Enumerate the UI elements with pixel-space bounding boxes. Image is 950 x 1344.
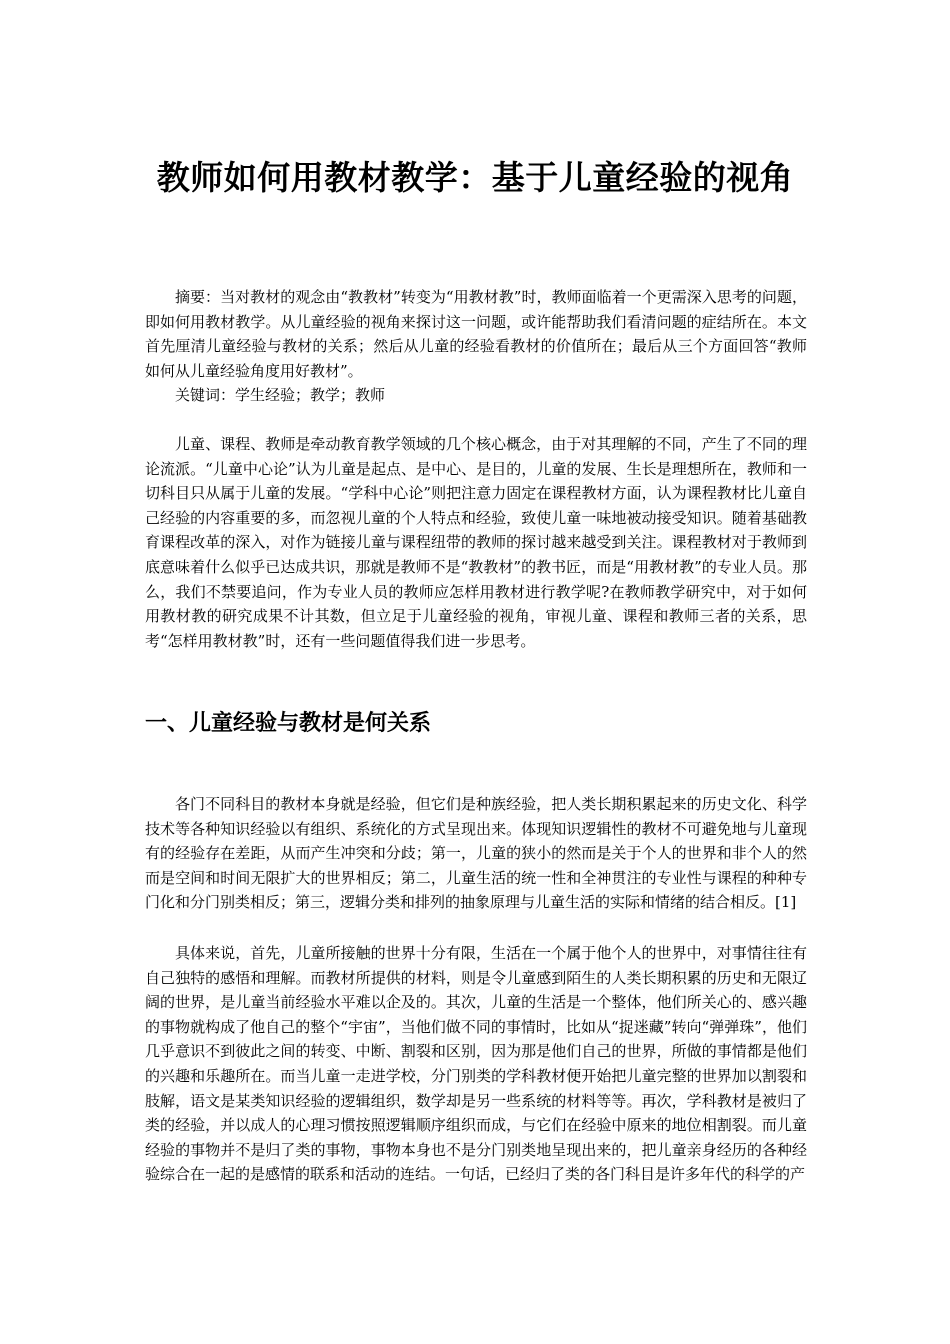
body-paragraph: 具体来说，首先，儿童所接触的世界十分有限，生活在一个属于他个人的世界中，对事情往往有自己独特的感悟和理解。而教材所提供的材料，则是令儿童感到陌生的人类长期积累的历史和无限辽阔的世界，是儿童当前经验水平难以企及的。其次，儿童的生活是一个整体，他们所关心的、感兴趣的事物就构成了他自己的整个“宇宙”，当他们做不同的事情时，比如从“捉迷藏”转向“弹弹珠”，他们几乎意识不到彼此之间的转变、中断、割裂和区别，因为那是他们自己的世界，所做的事情都是他们的兴趣和乐趣所在。而当儿童一走进学校，分门别类的学科教材便开始把儿童完整的世界加以割裂和肢解，语文是某类知识经验的逻辑组织，数学却是另一些系统的材料等等。再次，学科教材是被归了类的经验，并以成人的心理习惯按照逻辑顺序组织而成，与它们在经验中原来的地位相割裂。而儿童经验的事物并不是归了类的事物，事物本身也不是分门别类地呈现出来的，把儿童亲身经历的各种经验综合在一起的是感情的联系和活动的连结。一句话，已经归了类的各门科目是许多年代的科学的产 (145, 944, 807, 1184)
intro-paragraph: 儿童、课程、教师是牵动教育教学领域的几个核心概念，由于对其理解的不同，产生了不同的理论流派。“儿童中心论”认为儿童是起点、是中心、是目的，儿童的发展、生长是理想所在，教师和一切科目只从属于儿童的发展。“学科中心论”则把注意力固定在课程教材方面，认为课程教材比儿童自己经验的内容重要的多，而忽视儿童的个人特点和经验，致使儿童一味地被动接受知识。随着基础教育课程改革的深入，对作为链接儿童与课程纽带的教师的探讨越来越受到关注。课程教材对于教师到底意味着什么似乎已达成共识，那就是教师不是“教教材”的教书匠，而是“用教材教”的专业人员。那么，我们不禁要追问，作为专业人员的教师应怎样用教材进行教学呢?在教师教学研究中，对于如何用教材教的研究成果不计其数，但立足于儿童经验的视角，审视儿童、课程和教师三者的关系，思考“怎样用教材教”时，还有一些问题值得我们进一步思考。 (145, 435, 807, 650)
keywords-line: 关键词：学生经验；教学；教师 (175, 386, 386, 404)
document-title: 教师如何用教材教学：基于儿童经验的视角 (156, 158, 794, 197)
abstract-paragraph: 摘要：当对教材的观念由“教教材”转变为“用教材教”时，教师面临着一个更需深入思考的问题，即如何用教材教学。从儿童经验的视角来探讨这一问题，或许能帮助我们看清问题的症结所在。本文首先厘清儿童经验与教材的关系；然后从儿童的经验看教材的价值所在；最后从三个方面回答“教师如何从儿童经验角度用好教材”。 (145, 288, 807, 380)
section-heading: 一、儿童经验与教材是何关系 (145, 711, 432, 736)
body-paragraph: 各门不同科目的教材本身就是经验，但它们是种族经验，把人类长期积累起来的历史文化、科学技术等各种知识经验以有组织、系统化的方式呈现出来。体现知识逻辑性的教材不可避免地与儿童现有的经验存在差距，从而产生冲突和分歧；第一，儿童的狭小的然而是关于个人的世界和非个人的然而是空间和时间无限扩大的世界相反；第二，儿童生活的统一性和全神贯注的专业性与课程的种种专门化和分门别类相反；第三，逻辑分类和排列的抽象原理与儿童生活的实际和情绪的结合相反。[1] (145, 795, 807, 912)
